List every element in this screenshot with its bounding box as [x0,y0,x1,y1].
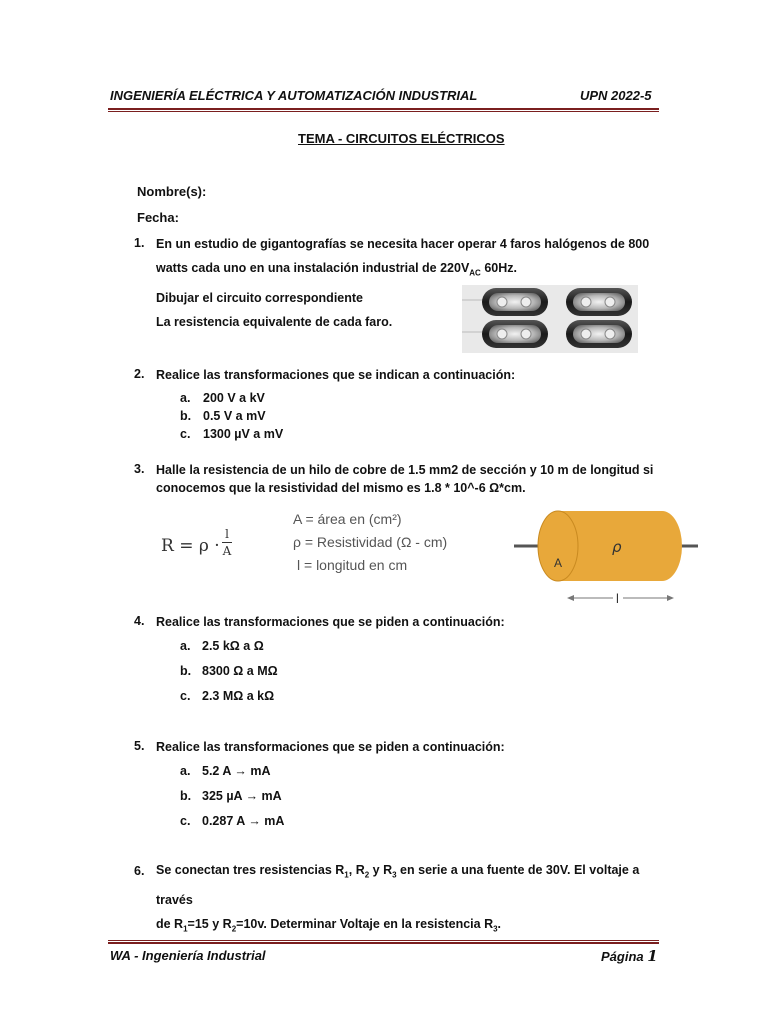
q6-sub-r1: 1 [344,870,349,880]
page-title: TEMA - CIRCUITOS ELÉCTRICOS [298,131,505,146]
question-4-text: Realice las transformaciones que se piden a continuación: [156,615,505,629]
formula-fraction [221,527,233,558]
question-2-item-c-letter: c. [180,427,191,441]
page-number-value: 1 [647,947,658,965]
fecha-label: Fecha: [137,210,179,225]
lamp-top-right [566,288,632,316]
q6-text-2: , R [348,863,365,877]
question-6-line-2 [156,912,666,942]
question-4-number: 4. [134,614,145,628]
question-5-item-c: 0.287 A → mA [202,814,285,828]
formula-numerator: l [225,527,229,541]
page-label: Página [601,949,644,964]
length-arrow-left [567,595,574,601]
q6-text-1: Se conectan tres resistencias R [156,863,345,877]
question-5-item-a: 5.2 A → mA [202,764,271,778]
cylinder-cross-section [538,511,578,581]
footer-author: WA - Ingeniería Industrial [110,948,266,963]
question-6-line-1 [156,858,666,912]
q6-sub-r2: 2 [364,870,370,880]
question-4-item-b-letter: b. [180,664,192,678]
conductor-cylinder-diagram [512,505,702,609]
q6-sub-r3: 3 [392,870,397,880]
q6-sub-r2b: 2 [231,924,237,933]
question-5-text: Realice las transformaciones que se piden a continuación: [156,740,505,754]
header-rule [108,108,659,110]
lamp-top-left [482,288,548,316]
page-number [601,947,658,965]
q6-text-4: en serie a una fuente de 30V. El voltaje a través [156,863,640,907]
nombre-label: Nombre(s): [137,184,207,199]
question-1-line-3: Dibujar el circuito correspondiente [156,290,363,305]
question-3 [156,458,666,500]
question-5-number: 5. [134,739,145,753]
question-2-item-b: 0.5 V a mV [203,409,266,423]
question-4-item-a: 2.5 kΩ a Ω [202,639,264,653]
footer-rule-thin [108,940,659,941]
q6-text-6: =15 y R [187,916,232,931]
q6-text-8: . [497,916,502,931]
q6-sub-r1b: 1 [183,924,188,933]
question-2-item-a-letter: a. [180,391,191,405]
question-1-line-2 [156,256,656,286]
question-2-text: Realice las transformaciones que se indican a continuación: [156,368,516,382]
question-2-item-a: 200 V a kV [203,391,265,405]
legend-area: A = área en (cm²) [293,511,402,527]
header-course-title: INGENIERÍA ELÉCTRICA Y AUTOMATIZACIÓN INDUSTRIAL [110,88,478,103]
resistance-formula [161,536,220,556]
lamp-bottom-left [482,320,548,348]
legend-resistivity: ρ = Resistividad (Ω - cm) [293,534,448,550]
q6-sub-r3b: 3 [493,924,498,933]
question-4-item-a-letter: a. [180,639,191,653]
question-2-item-b-letter: b. [180,409,192,423]
question-5-item-c-letter: c. [180,814,191,828]
cylinder-rho-label: ρ [612,538,622,556]
length-arrow-right [667,595,674,601]
question-4-item-b: 8300 Ω a MΩ [202,664,278,678]
question-3-line-2: conocemos que la resistividad del mismo es 1.8 * 10^-6 Ω*cm. [156,481,526,495]
q6-text-7: =10v. Determinar Voltaje en la resistencia R [236,916,494,931]
formula-legend [293,508,447,577]
cylinder-area-label: A [554,556,563,570]
question-2-number: 2. [134,367,145,381]
question-1-line-1: En un estudio de gigantografías se necesita hacer operar 4 faros halógenos de 800 [156,237,650,251]
question-3-number: 3. [134,462,145,476]
ac-subscript: AC [469,268,481,278]
formula-lhs: R = ρ · [161,536,220,556]
question-6 [156,858,666,941]
footer-rule [108,942,659,944]
question-6-number: 6. [134,864,145,878]
fraction-bar [222,542,232,543]
question-5-item-b: 325 µA → mA [202,789,282,803]
question-4-item-c-letter: c. [180,689,191,703]
lamp-bottom-right [566,320,632,348]
q6-text-3: y R [369,863,393,877]
question-2-item-c: 1300 µV a mV [203,427,284,441]
question-5-item-b-letter: b. [180,789,192,803]
halogen-lamps-image [462,285,638,353]
question-1-line-2-end: 60Hz. [480,261,517,275]
question-1-number: 1. [134,236,145,250]
header-rule-thin [108,111,659,112]
question-1-line-4: La resistencia equivalente de cada faro. [156,314,393,329]
question-4-item-c: 2.3 MΩ a kΩ [202,689,275,703]
formula-denominator: A [222,544,232,558]
cylinder-length-label: l [616,591,619,606]
question-3-line-1: Halle la resistencia de un hilo de cobre de 1.5 mm2 de sección y 10 m de longitud si [156,463,654,477]
header-semester: UPN 2022-5 [580,88,652,103]
question-1-line-2-text: watts cada uno en una instalación industrial de 220V [156,261,470,275]
question-5-item-a-letter: a. [180,764,191,778]
legend-length: l = longitud en cm [297,557,408,573]
q6-text-5: de R [156,916,184,931]
